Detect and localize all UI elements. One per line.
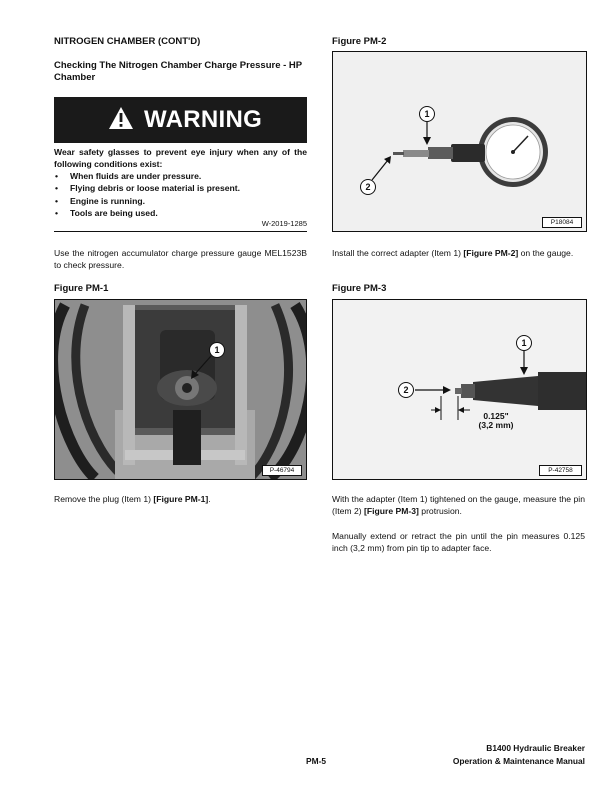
figure-pm3-caption: Figure PM-3 xyxy=(332,283,387,294)
warning-triangle-icon xyxy=(108,106,134,130)
gauge-instruction: Use the nitrogen accumulator charge pressure gauge MEL1523B to check pressure. xyxy=(54,248,307,270)
remove-plug-instruction xyxy=(54,494,307,506)
instruction-text: Remove the plug (Item 1) xyxy=(54,494,154,504)
instruction-text-end: . xyxy=(208,494,211,504)
install-adapter-instruction xyxy=(332,248,585,260)
list-item: • When fluids are under pressure. xyxy=(54,170,307,182)
figure-pm2-leader-arrows xyxy=(333,52,586,231)
figure-pm1-callout-1: 1 xyxy=(209,342,225,358)
figure-pm3-callout-1: 1 xyxy=(516,335,532,351)
warning-intro: Wear safety glasses to prevent eye injury when any of the following conditions exist: xyxy=(54,147,307,169)
figure-pm2-callout-1: 1 xyxy=(419,106,435,122)
instruction-text: Install the correct adapter (Item 1) xyxy=(332,248,464,258)
warning-banner-text: WARNING xyxy=(144,106,263,133)
manual-subtitle: Operation & Maintenance Manual xyxy=(452,756,585,766)
subsection-title: Checking The Nitrogen Chamber Charge Pressure - HP Chamber xyxy=(54,60,302,83)
figure-pm1-photo-id: P-46794 xyxy=(262,465,302,476)
figure-pm2-caption: Figure PM-2 xyxy=(332,36,387,47)
figure-pm2-photo-id: P18084 xyxy=(542,217,582,228)
figure-pm3-photo-id: P-42758 xyxy=(539,465,582,476)
figure-reference: [Figure PM-2] xyxy=(463,248,519,258)
figure-pm1-leader-arrow xyxy=(55,300,306,479)
manual-title: B1400 Hydraulic Breaker xyxy=(486,743,585,753)
page-number: PM-5 xyxy=(306,756,327,766)
section-title: NITROGEN CHAMBER (CONT'D) xyxy=(54,36,201,47)
pin-dimension-inches: 0.125" xyxy=(483,411,509,421)
figure-pm2-photo xyxy=(332,51,587,232)
adjust-pin-instruction: Manually extend or retract the pin until the pin measures 0.125 inch (3,2 mm) from pin tip to adapter face. xyxy=(332,531,585,553)
instruction-text: With the adapter (Item 1) tightened on the gauge, measure the pin (Item 2) xyxy=(332,494,585,516)
instruction-text-end: on the gauge. xyxy=(518,248,574,258)
figure-pm3-callout-2: 2 xyxy=(398,382,414,398)
instruction-text-end: protrusion. xyxy=(418,505,462,516)
figure-pm3-photo xyxy=(332,299,587,480)
figure-pm3-leader-arrows xyxy=(333,300,586,479)
warning-code: W-2019-1285 xyxy=(261,219,307,228)
list-item: • Tools are being used. xyxy=(54,207,307,219)
warning-conditions-list xyxy=(54,170,307,219)
list-item: • Engine is running. xyxy=(54,195,307,207)
figure-pm2-callout-2: 2 xyxy=(360,179,376,195)
measure-pin-instruction xyxy=(332,494,585,517)
warning-banner xyxy=(54,97,307,143)
figure-pm1-photo xyxy=(54,299,307,480)
figure-reference: [Figure PM-3] xyxy=(364,505,419,516)
list-item: • Flying debris or loose material is present. xyxy=(54,182,307,194)
warning-divider xyxy=(54,231,307,232)
figure-reference: [Figure PM-1] xyxy=(153,494,209,504)
pin-dimension-mm: (3,2 mm) xyxy=(478,420,514,430)
figure-pm1-caption: Figure PM-1 xyxy=(54,283,109,294)
